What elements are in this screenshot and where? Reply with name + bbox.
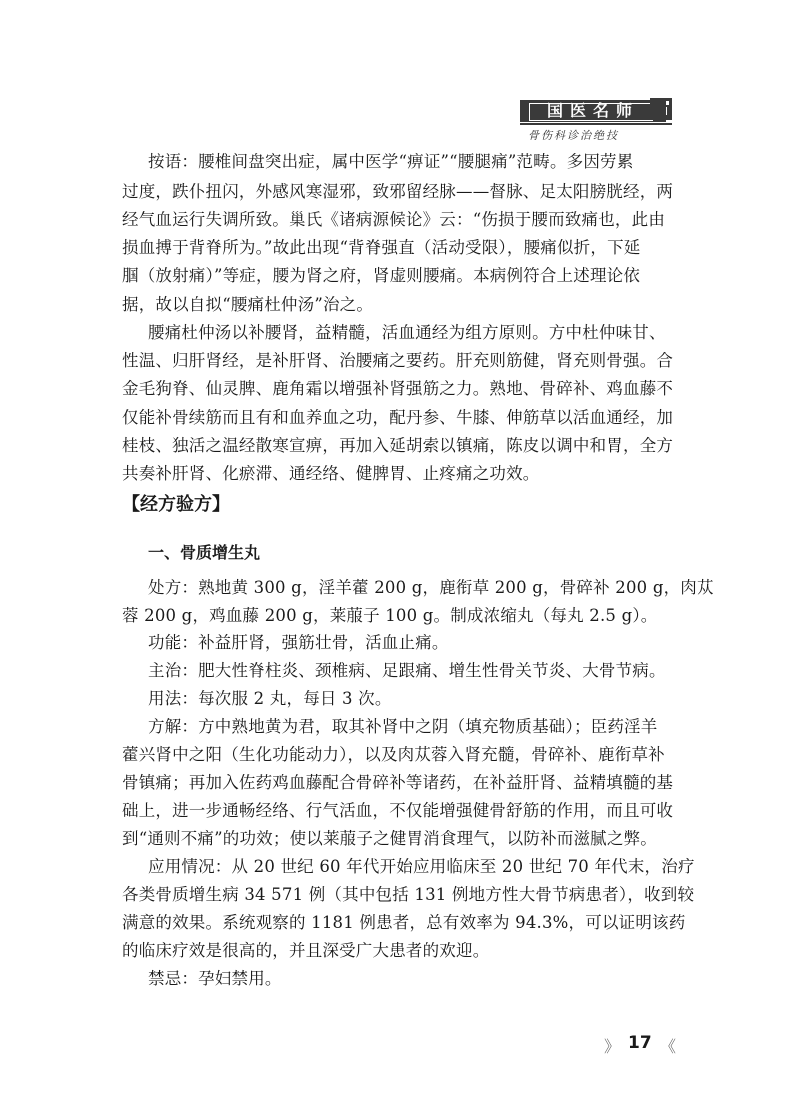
recipe-line: 禁忌：孕妇禁用。 [148, 969, 282, 988]
text-line: 过度，跌仆扭闪，外感风寒湿邪，致邪留经脉——督脉、足太阳膀胱经，两 [122, 182, 674, 201]
recipe-line: 础上，进一步通畅经络、行气活血，不仅能增强健骨舒筋的作用，而且可收 [122, 801, 674, 820]
text-line: 共奏补肝肾、化瘀滞、通经络、健脾胃、止疼痛之功效。 [122, 464, 540, 483]
text-line: 损血搏于背脊所为。”故此出现“背脊强直（活动受限），腰痛似折，下延 [122, 238, 641, 257]
text-line: 据，故以自拟“腰痛杜仲汤”治之。 [122, 295, 374, 314]
recipe-line: 处方：熟地黄 300 g，淫羊藿 200 g，鹿衔草 200 g，骨碎补 200 g，肉苁 [148, 578, 714, 597]
text-line: 金毛狗脊、仙灵脾、鹿角霜以增强补肾强筋之力。熟地、骨碎补、鸡血藤不 [122, 379, 674, 398]
subsection-title: 一、骨质增生丸 [148, 543, 261, 562]
page-ornament-right-icon: 《 [660, 1037, 677, 1056]
recipe-line: 蓉 200 g，鸡血藤 200 g，莱菔子 100 g。制成浓缩丸（每丸 2.5 g）。 [122, 606, 658, 625]
recipe-line: 满意的效果。系统观察的 1181 例患者，总有效率为 94.3%，可以证明该药 [122, 913, 686, 932]
recipe-line: 藿兴肾中之阳（生化功能动力），以及肉苁蓉入肾充髓，骨碎补、鹿衔草补 [122, 745, 665, 764]
recipe-line: 各类骨质增生病 34 571 例（其中包括 131 例地方性大骨节病患者），收到较 [122, 885, 695, 904]
section-title: 【经方验方】 [122, 494, 230, 515]
recipe-line: 用法：每次服 2 丸，每日 3 次。 [148, 689, 392, 708]
text-line: 腰痛杜仲汤以补腰肾，益精髓，活血通经为组方原则。方中杜仲味甘、 [148, 323, 666, 342]
text-line: 经气血运行失调所致。巢氏《诸病源候论》云：“伤损于腰而致痛也，此由 [122, 210, 666, 229]
recipe-line: 到“通则不痛”的功效；使以莱菔子之健胃消食理气，以防补而滋腻之弊。 [122, 829, 657, 848]
text-line: 按语：腰椎间盘突出症，属中医学“痹证”“腰腿痛”范畴。多因劳累 [148, 152, 634, 171]
header-rule [520, 123, 672, 125]
recipe-line: 功能：补益肝肾，强筋壮骨，活血止痛。 [148, 633, 449, 652]
header-subtitle: 骨伤科诊治绝技 [528, 129, 619, 142]
meander-ornament-icon [650, 98, 672, 120]
recipe-line: 骨镇痛；再加入佐药鸡血藤配合骨碎补等诸药，在补益肝肾、益精填髓的基 [122, 773, 674, 792]
recipe-line: 主治：肥大性脊柱炎、颈椎病、足跟痛、增生性骨关节炎、大骨节病。 [148, 661, 666, 680]
recipe-line: 应用情况：从 20 世纪 60 年代开始应用临床至 20 世纪 70 年代末，治疗 [148, 857, 695, 876]
text-line: 仅能补骨续筋而且有和血养血之功，配丹参、牛膝、伸筋草以活血通经，加 [122, 408, 674, 427]
recipe-line: 方解：方中熟地黄为君，取其补肾中之阴（填充物质基础）；臣药淫羊 [148, 717, 658, 736]
page-number: 17 [628, 1033, 652, 1053]
text-line: 腘（放射痛）”等症，腰为肾之府，肾虚则腰痛。本病例符合上述理论依 [122, 266, 641, 285]
recipe-line: 的临床疗效是很高的，并且深受广大患者的欢迎。 [122, 941, 490, 960]
page-ornament-left-icon: 》 [604, 1037, 621, 1056]
text-line: 桂枝、独活之温经散寒宣痹，再加入延胡索以镇痛，陈皮以调中和胃，全方 [122, 436, 674, 455]
text-line: 性温、归肝肾经，是补肝肾、治腰痛之要药。肝充则筋健，肾充则骨强。合 [122, 351, 674, 370]
header-banner: 国医名师 [520, 100, 666, 122]
